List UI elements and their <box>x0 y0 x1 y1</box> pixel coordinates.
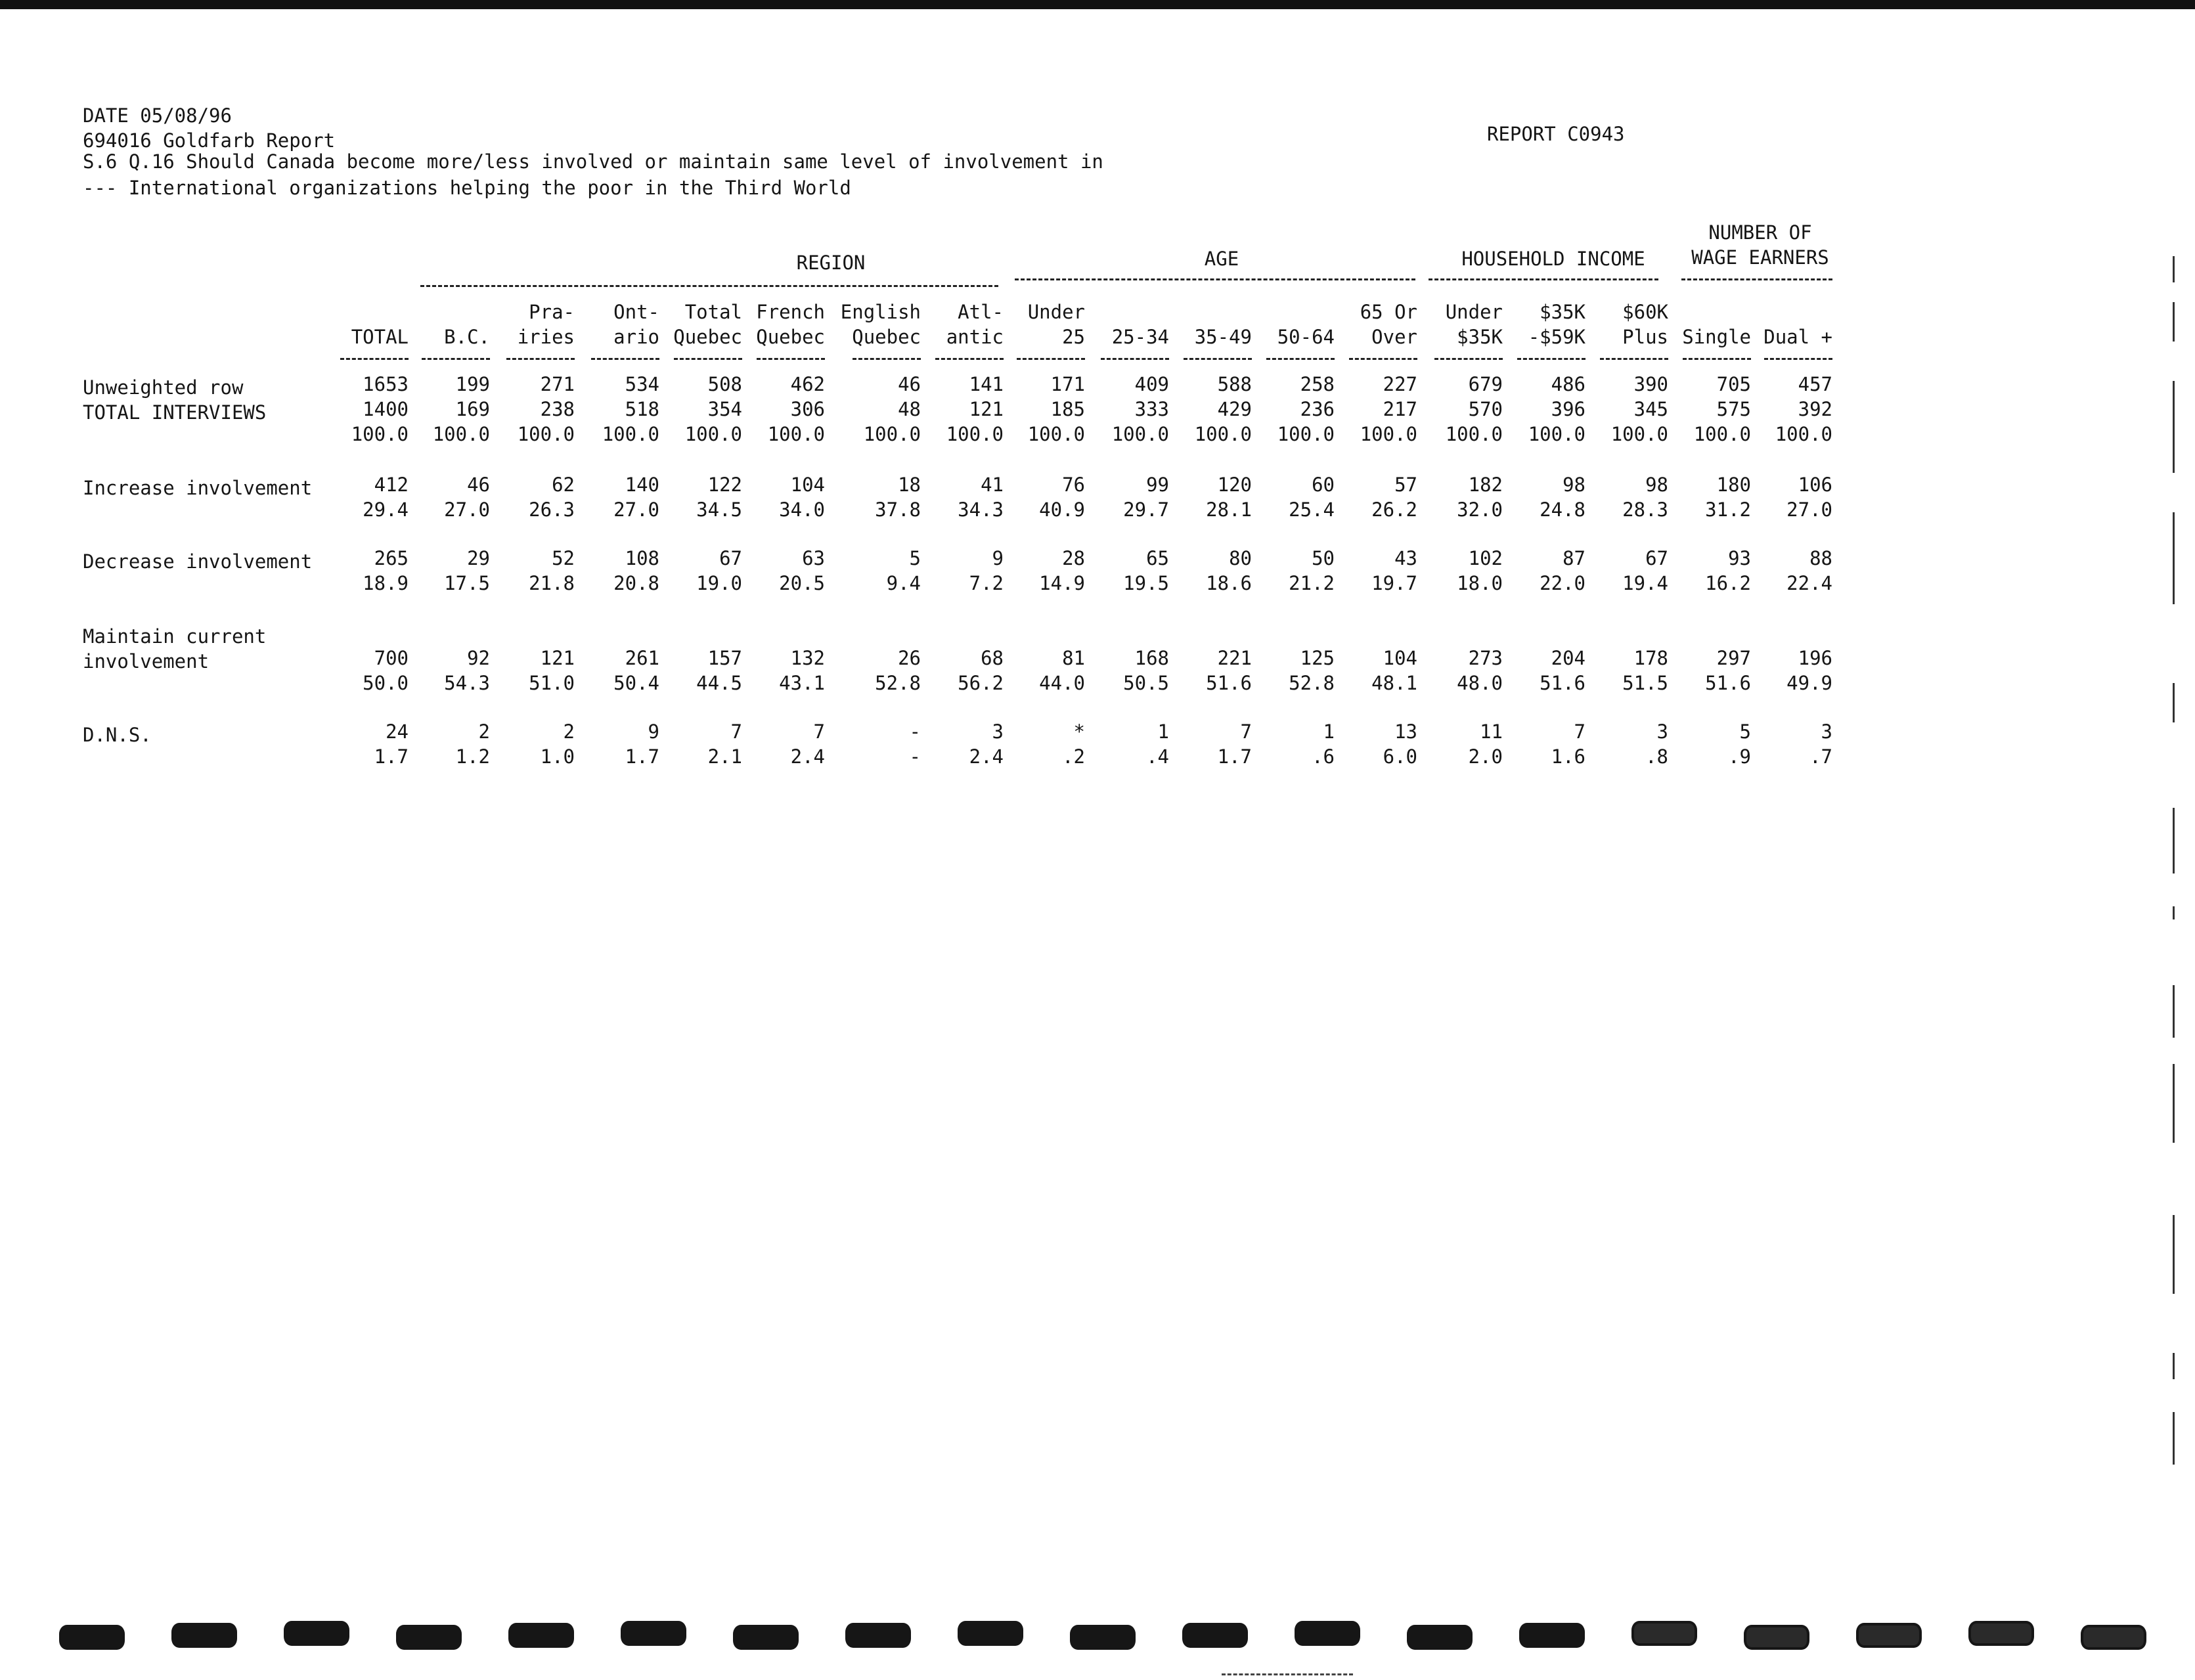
table-cell: 108 <box>625 547 659 569</box>
row-label-dns: D.N.S. <box>83 724 152 746</box>
group-header-wage-2: WAGE EARNERS <box>1691 246 1829 269</box>
table-cell: 25.4 <box>1289 498 1335 521</box>
table-cell: 1.7 <box>625 745 659 768</box>
table-cell: 13 <box>1394 720 1417 743</box>
table-cell: - <box>909 720 921 743</box>
table-cell: 100.0 <box>1610 423 1668 445</box>
question-subject: --- International organizations helping the poor in the Third World <box>83 177 851 199</box>
table-cell: 1.7 <box>374 745 409 768</box>
col-header-line1: French <box>756 301 825 323</box>
feed-hole <box>1070 1625 1136 1650</box>
table-cell: 49.9 <box>1786 672 1832 694</box>
table-cell: 1.6 <box>1551 745 1585 768</box>
table-cell: 60 <box>1312 474 1335 496</box>
col-underline <box>935 358 1004 360</box>
table-cell: 48.0 <box>1457 672 1503 694</box>
table-cell: 182 <box>1468 474 1503 496</box>
table-cell: 65 <box>1146 547 1169 569</box>
table-cell: 396 <box>1551 398 1585 420</box>
col-header-line1: Ont- <box>613 301 659 323</box>
table-cell: 87 <box>1563 547 1585 569</box>
col-header-line1: Atl- <box>958 301 1004 323</box>
scan-top-border <box>0 0 2195 9</box>
col-underline <box>1600 358 1668 360</box>
table-cell: 24.8 <box>1540 498 1585 521</box>
row-label-maintain-2: involvement <box>83 650 210 673</box>
table-cell: 227 <box>1383 373 1417 395</box>
table-cell: 100.0 <box>767 423 825 445</box>
table-cell: 76 <box>1062 474 1085 496</box>
feed-hole <box>621 1621 686 1646</box>
table-cell: 37.8 <box>875 498 921 521</box>
table-cell: 3 <box>992 720 1004 743</box>
table-cell: 104 <box>790 474 825 496</box>
table-cell: 1 <box>1323 720 1335 743</box>
scan-right-edge <box>2161 0 2187 1680</box>
report-name: 694016 Goldfarb Report <box>83 129 336 152</box>
col-header-line2: antic <box>946 326 1004 348</box>
table-cell: 199 <box>455 373 490 395</box>
table-cell: 34.5 <box>696 498 742 521</box>
table-cell: 20.8 <box>613 572 659 594</box>
table-cell: 390 <box>1633 373 1668 395</box>
table-cell: 273 <box>1468 647 1503 669</box>
table-cell: 44.5 <box>696 672 742 694</box>
table-cell: 14.9 <box>1039 572 1085 594</box>
table-cell: 22.4 <box>1786 572 1832 594</box>
table-cell: 67 <box>1645 547 1668 569</box>
table-cell: 125 <box>1300 647 1335 669</box>
table-cell: 67 <box>719 547 742 569</box>
table-cell: 100.0 <box>946 423 1004 445</box>
feed-hole <box>958 1621 1023 1646</box>
table-cell: 132 <box>790 647 825 669</box>
table-cell: 575 <box>1716 398 1751 420</box>
table-cell: 26 <box>898 647 921 669</box>
col-header-line2: $35K <box>1457 326 1503 348</box>
col-header-line2: Over <box>1371 326 1417 348</box>
table-cell: 68 <box>981 647 1004 669</box>
table-cell: 5 <box>1739 720 1751 743</box>
table-cell: 100.0 <box>1445 423 1503 445</box>
table-cell: 171 <box>1050 373 1085 395</box>
table-cell: 457 <box>1798 373 1832 395</box>
col-header-line2: Quebec <box>673 326 742 348</box>
table-cell: 1.0 <box>540 745 575 768</box>
row-label-maintain-1: Maintain current <box>83 625 267 648</box>
table-cell: 24 <box>386 720 409 743</box>
table-cell: 100.0 <box>1775 423 1832 445</box>
table-cell: 236 <box>1300 398 1335 420</box>
row-label-total-interviews: TOTAL INTERVIEWS <box>83 401 267 424</box>
table-cell: 34.0 <box>779 498 825 521</box>
table-cell: 705 <box>1716 373 1751 395</box>
table-cell: 345 <box>1633 398 1668 420</box>
feed-hole <box>1631 1621 1697 1646</box>
table-cell: 700 <box>374 647 409 669</box>
table-cell: 21.8 <box>529 572 575 594</box>
group-header-region: REGION <box>796 252 866 274</box>
table-cell: 258 <box>1300 373 1335 395</box>
table-cell: 297 <box>1716 647 1751 669</box>
table-cell: 41 <box>981 474 1004 496</box>
table-cell: 100.0 <box>684 423 742 445</box>
table-cell: 19.5 <box>1123 572 1169 594</box>
feed-hole <box>1968 1621 2034 1646</box>
report-id: REPORT C0943 <box>1487 123 1625 145</box>
col-underline <box>853 358 921 360</box>
table-cell: 9 <box>648 720 659 743</box>
col-header-line1: Under <box>1027 301 1085 323</box>
table-cell: 18.0 <box>1457 572 1503 594</box>
table-cell: 19.0 <box>696 572 742 594</box>
table-cell: 52.8 <box>1289 672 1335 694</box>
table-cell: 1.2 <box>455 745 490 768</box>
table-cell: 100.0 <box>1528 423 1585 445</box>
col-underline <box>1434 358 1503 360</box>
table-cell: .2 <box>1062 745 1085 768</box>
table-cell: 50.4 <box>613 672 659 694</box>
table-cell: 221 <box>1217 647 1252 669</box>
scan-bottom-mark <box>1222 1673 1353 1675</box>
table-cell: 99 <box>1146 474 1169 496</box>
table-cell: 486 <box>1551 373 1585 395</box>
col-underline <box>1764 358 1832 360</box>
table-cell: 17.5 <box>444 572 490 594</box>
table-cell: 31.2 <box>1705 498 1751 521</box>
table-cell: 1400 <box>363 398 409 420</box>
table-cell: 570 <box>1468 398 1503 420</box>
feed-hole <box>2081 1625 2146 1650</box>
table-cell: 27.0 <box>613 498 659 521</box>
table-cell: 1653 <box>363 373 409 395</box>
table-cell: 92 <box>467 647 490 669</box>
table-cell: .8 <box>1645 745 1668 768</box>
col-underline <box>674 358 742 360</box>
table-cell: 57 <box>1394 474 1417 496</box>
row-label-decrease: Decrease involvement <box>83 550 313 573</box>
col-underline <box>1101 358 1169 360</box>
table-cell: 1 <box>1157 720 1169 743</box>
table-cell: 62 <box>552 474 575 496</box>
table-cell: 20.5 <box>779 572 825 594</box>
region-rule <box>420 285 998 287</box>
col-underline <box>422 358 490 360</box>
table-cell: * <box>1073 720 1085 743</box>
table-cell: 121 <box>969 398 1004 420</box>
col-header-line1: $35K <box>1540 301 1585 323</box>
report-date: DATE 05/08/96 <box>83 104 232 127</box>
table-cell: 18.9 <box>363 572 409 594</box>
table-cell: 48 <box>898 398 921 420</box>
feed-hole <box>733 1625 799 1650</box>
table-cell: 51.5 <box>1622 672 1668 694</box>
table-cell: 204 <box>1551 647 1585 669</box>
table-cell: 7 <box>730 720 742 743</box>
table-cell: 32.0 <box>1457 498 1503 521</box>
table-cell: 100.0 <box>432 423 490 445</box>
feed-hole <box>1182 1623 1248 1648</box>
col-header-line2: ario <box>613 326 659 348</box>
table-cell: 100.0 <box>351 423 409 445</box>
table-cell: 3 <box>1821 720 1832 743</box>
feed-hole <box>59 1625 125 1650</box>
table-cell: 46 <box>898 373 921 395</box>
col-underline <box>340 358 409 360</box>
table-cell: 2.1 <box>707 745 742 768</box>
table-cell: 168 <box>1134 647 1169 669</box>
col-header-line2: Dual + <box>1763 326 1832 348</box>
table-cell: - <box>909 745 921 768</box>
col-header-line2: 25-34 <box>1111 326 1169 348</box>
table-cell: .9 <box>1728 745 1751 768</box>
col-header-line2: B.C. <box>444 326 490 348</box>
table-cell: 180 <box>1716 474 1751 496</box>
table-cell: 100.0 <box>1027 423 1085 445</box>
table-cell: 27.0 <box>444 498 490 521</box>
table-cell: 29.4 <box>363 498 409 521</box>
table-cell: 100.0 <box>1693 423 1751 445</box>
table-cell: 81 <box>1062 647 1085 669</box>
table-cell: 333 <box>1134 398 1169 420</box>
col-underline <box>757 358 825 360</box>
table-cell: 50.0 <box>363 672 409 694</box>
table-cell: 19.4 <box>1622 572 1668 594</box>
table-cell: 7 <box>1574 720 1585 743</box>
table-cell: 121 <box>540 647 575 669</box>
table-cell: 98 <box>1645 474 1668 496</box>
table-cell: 27.0 <box>1786 498 1832 521</box>
table-cell: 50 <box>1312 547 1335 569</box>
col-header-line1: English <box>840 301 921 323</box>
col-header-line1: $60K <box>1622 301 1668 323</box>
col-header-line2: 25 <box>1062 326 1085 348</box>
table-cell: 34.3 <box>958 498 1004 521</box>
feed-hole <box>1744 1625 1809 1650</box>
table-cell: 50.5 <box>1123 672 1169 694</box>
table-cell: 29 <box>467 547 490 569</box>
table-cell: 100.0 <box>1277 423 1335 445</box>
feed-hole <box>1856 1623 1922 1648</box>
table-cell: 56.2 <box>958 672 1004 694</box>
col-header-line2: 35-49 <box>1194 326 1252 348</box>
table-cell: 19.7 <box>1371 572 1417 594</box>
table-cell: 679 <box>1468 373 1503 395</box>
col-header-line2: Quebec <box>756 326 825 348</box>
table-cell: 7 <box>1240 720 1252 743</box>
table-cell: 9 <box>992 547 1004 569</box>
table-cell: 44.0 <box>1039 672 1085 694</box>
table-cell: 412 <box>374 474 409 496</box>
col-header-line1: Under <box>1445 301 1503 323</box>
table-cell: 122 <box>707 474 742 496</box>
table-cell: 63 <box>802 547 825 569</box>
table-cell: 271 <box>540 373 575 395</box>
feed-hole <box>1295 1621 1360 1646</box>
feed-hole <box>1407 1625 1473 1650</box>
printer-feed-holes <box>0 1616 2195 1668</box>
question-text: S.6 Q.16 Should Canada become more/less involved or maintain same level of involvement in <box>83 150 1103 173</box>
table-cell: 2.4 <box>969 745 1004 768</box>
table-cell: 52 <box>552 547 575 569</box>
row-label-increase: Increase involvement <box>83 477 313 499</box>
table-cell: 29.7 <box>1123 498 1169 521</box>
table-cell: 217 <box>1383 398 1417 420</box>
row-label-unweighted: Unweighted row <box>83 376 244 399</box>
table-cell: 261 <box>625 647 659 669</box>
group-header-income: HOUSEHOLD INCOME <box>1461 248 1645 270</box>
table-cell: .4 <box>1146 745 1169 768</box>
table-cell: 48.1 <box>1371 672 1417 694</box>
table-cell: 7.2 <box>969 572 1004 594</box>
col-underline <box>1349 358 1417 360</box>
table-cell: 178 <box>1633 647 1668 669</box>
table-cell: 93 <box>1728 547 1751 569</box>
col-header-line2: iries <box>517 326 575 348</box>
table-cell: 6.0 <box>1383 745 1417 768</box>
table-cell: 51.0 <box>529 672 575 694</box>
table-cell: 28 <box>1062 547 1085 569</box>
feed-hole <box>1519 1623 1585 1648</box>
col-header-line2: TOTAL <box>351 326 409 348</box>
table-cell: 106 <box>1798 474 1832 496</box>
table-cell: 52.8 <box>875 672 921 694</box>
table-cell: 7 <box>813 720 825 743</box>
group-header-age: AGE <box>1204 248 1239 270</box>
feed-hole <box>508 1623 574 1648</box>
table-cell: 5 <box>909 547 921 569</box>
col-underline <box>1017 358 1085 360</box>
table-cell: 11 <box>1480 720 1503 743</box>
col-underline <box>591 358 659 360</box>
table-cell: 102 <box>1468 547 1503 569</box>
table-cell: 169 <box>455 398 490 420</box>
col-underline <box>1184 358 1252 360</box>
table-cell: 98 <box>1563 474 1585 496</box>
col-header-line1: 65 Or <box>1360 301 1417 323</box>
table-cell: 26.2 <box>1371 498 1417 521</box>
table-cell: 54.3 <box>444 672 490 694</box>
table-cell: 26.3 <box>529 498 575 521</box>
table-cell: 306 <box>790 398 825 420</box>
col-header-line2: -$59K <box>1528 326 1585 348</box>
col-header-line2: Single <box>1682 326 1751 348</box>
table-cell: 51.6 <box>1206 672 1252 694</box>
table-cell: 46 <box>467 474 490 496</box>
table-cell: 1.7 <box>1217 745 1252 768</box>
col-header-line1: Pra- <box>529 301 575 323</box>
col-underline <box>1266 358 1335 360</box>
table-cell: 80 <box>1229 547 1252 569</box>
table-cell: 18 <box>898 474 921 496</box>
table-cell: 508 <box>707 373 742 395</box>
col-header-line2: 50-64 <box>1277 326 1335 348</box>
table-cell: 28.3 <box>1622 498 1668 521</box>
feed-hole <box>171 1623 237 1648</box>
table-cell: 88 <box>1809 547 1832 569</box>
table-cell: 157 <box>707 647 742 669</box>
col-underline <box>1517 358 1585 360</box>
table-cell: 238 <box>540 398 575 420</box>
table-cell: 409 <box>1134 373 1169 395</box>
table-cell: 120 <box>1217 474 1252 496</box>
table-cell: 22.0 <box>1540 572 1585 594</box>
table-cell: 100.0 <box>602 423 659 445</box>
table-cell: 518 <box>625 398 659 420</box>
table-cell: 534 <box>625 373 659 395</box>
feed-hole <box>396 1625 462 1650</box>
table-cell: 196 <box>1798 647 1832 669</box>
table-cell: 16.2 <box>1705 572 1751 594</box>
group-header-wage-1: NUMBER OF <box>1708 221 1812 244</box>
table-cell: 265 <box>374 547 409 569</box>
table-cell: 2.0 <box>1468 745 1503 768</box>
col-header-line1: Total <box>684 301 742 323</box>
table-cell: 2 <box>563 720 575 743</box>
table-cell: 588 <box>1217 373 1252 395</box>
income-rule <box>1429 278 1658 280</box>
col-header-line2: Plus <box>1622 326 1668 348</box>
table-cell: .7 <box>1809 745 1832 768</box>
table-cell: 2.4 <box>790 745 825 768</box>
table-cell: 185 <box>1050 398 1085 420</box>
table-cell: 141 <box>969 373 1004 395</box>
table-cell: 51.6 <box>1540 672 1585 694</box>
col-underline <box>506 358 575 360</box>
table-cell: 100.0 <box>1111 423 1169 445</box>
table-cell: 43.1 <box>779 672 825 694</box>
table-cell: 100.0 <box>1360 423 1417 445</box>
table-cell: .6 <box>1312 745 1335 768</box>
table-cell: 462 <box>790 373 825 395</box>
col-underline <box>1683 358 1751 360</box>
col-header-line2: Quebec <box>852 326 921 348</box>
table-cell: 40.9 <box>1039 498 1085 521</box>
table-cell: 100.0 <box>517 423 575 445</box>
table-cell: 100.0 <box>863 423 921 445</box>
table-cell: 3 <box>1656 720 1668 743</box>
table-cell: 51.6 <box>1705 672 1751 694</box>
age-rule <box>1015 278 1415 280</box>
table-cell: 100.0 <box>1194 423 1252 445</box>
table-cell: 429 <box>1217 398 1252 420</box>
table-cell: 354 <box>707 398 742 420</box>
table-cell: 43 <box>1394 547 1417 569</box>
feed-hole <box>284 1621 349 1646</box>
table-cell: 28.1 <box>1206 498 1252 521</box>
table-cell: 104 <box>1383 647 1417 669</box>
wage-rule <box>1681 278 1832 280</box>
table-cell: 2 <box>478 720 490 743</box>
table-cell: 21.2 <box>1289 572 1335 594</box>
table-cell: 18.6 <box>1206 572 1252 594</box>
table-cell: 140 <box>625 474 659 496</box>
table-cell: 392 <box>1798 398 1832 420</box>
feed-hole <box>845 1623 911 1648</box>
table-cell: 9.4 <box>886 572 921 594</box>
